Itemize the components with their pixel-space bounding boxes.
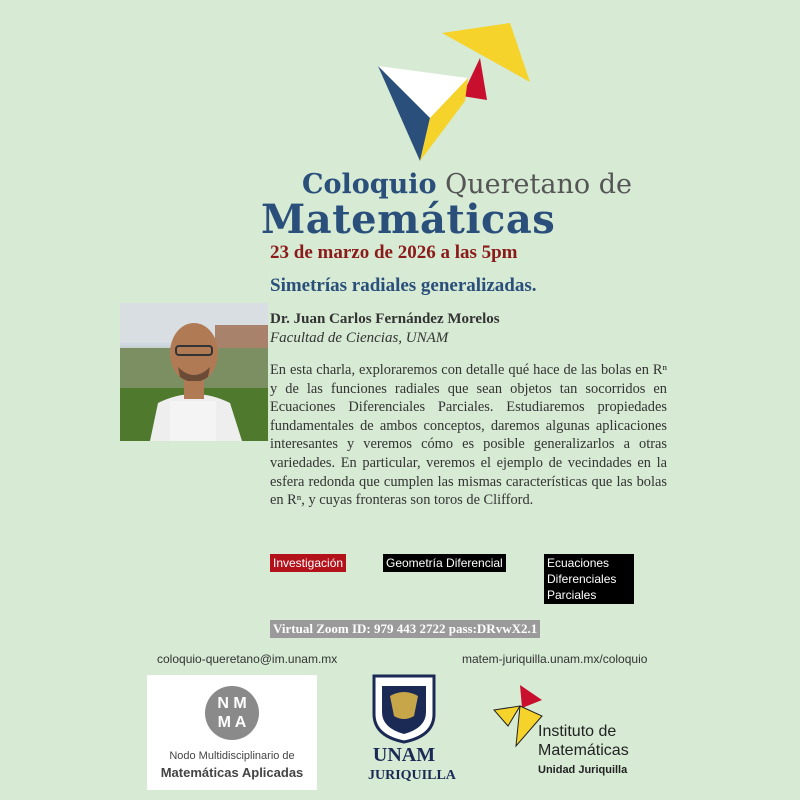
talk-title: Simetrías radiales generalizadas. <box>270 275 537 296</box>
talk-abstract: En esta charla, exploraremos con detalle qué hace de las bolas en Rⁿ y de las funciones radiales que sean objetos tan socorridos en Ecuaciones Diferenciales Parciales. Estudiaremos propiedades fundamentales de ambos conceptos, daremos algunas aplicaciones interesantes y veremos cómo es posible generalizarlos a otras variedades. En particular, veremos el ejemplo de vecindades en la esfera redonda que cumplen las mismas características que las bolas en Rⁿ, y cuyas fronteras son toros de Clifford. <box>270 362 667 509</box>
unam-name: UNAM <box>372 744 436 766</box>
nmma-logo <box>147 675 317 790</box>
speaker-photo-icon <box>120 303 268 441</box>
tag-geometria-diferencial: Geometría Diferencial <box>383 554 506 572</box>
nmma-name-line2: Matemáticas Aplicadas <box>160 765 304 780</box>
im-name-line2: Matemáticas <box>538 742 629 759</box>
nmma-emblem-icon <box>147 675 317 745</box>
series-title-word-coloquio: Coloquio <box>302 169 437 200</box>
coloquio-logo-icon <box>370 18 530 168</box>
event-date: 23 de marzo de 2026 a las 5pm <box>270 242 518 263</box>
zoom-info: Virtual Zoom ID: 979 443 2722 pass:DRvwX2.1 <box>270 620 540 638</box>
series-title-line2: Matemáticas <box>261 196 556 243</box>
nmma-name-line1: Nodo Multidisciplinario de <box>169 750 295 762</box>
speaker-affiliation: Facultad de Ciencias, UNAM <box>270 330 449 346</box>
unam-shield-icon <box>368 672 440 744</box>
im-unit: Unidad Juriquilla <box>538 764 628 776</box>
tag-investigacion: Investigación <box>270 554 346 572</box>
tag-ecuaciones-diferenciales: Ecuaciones Diferenciales Parciales <box>544 554 634 604</box>
speaker-photo <box>120 303 268 441</box>
svg-text:M A: M A <box>217 714 247 731</box>
im-name-line1: Instituto de <box>538 723 617 740</box>
contact-email: coloquio-queretano@im.unam.mx <box>157 652 338 666</box>
unam-logo <box>368 672 456 790</box>
speaker-name: Dr. Juan Carlos Fernández Morelos <box>270 311 500 327</box>
svg-text:N M: N M <box>217 695 247 712</box>
series-title-word-queretano: Queretano de <box>445 169 632 200</box>
unam-campus: JURIQUILLA <box>368 768 456 783</box>
im-logo <box>490 680 690 790</box>
contact-website: matem-juriquilla.unam.mx/coloquio <box>462 652 648 666</box>
